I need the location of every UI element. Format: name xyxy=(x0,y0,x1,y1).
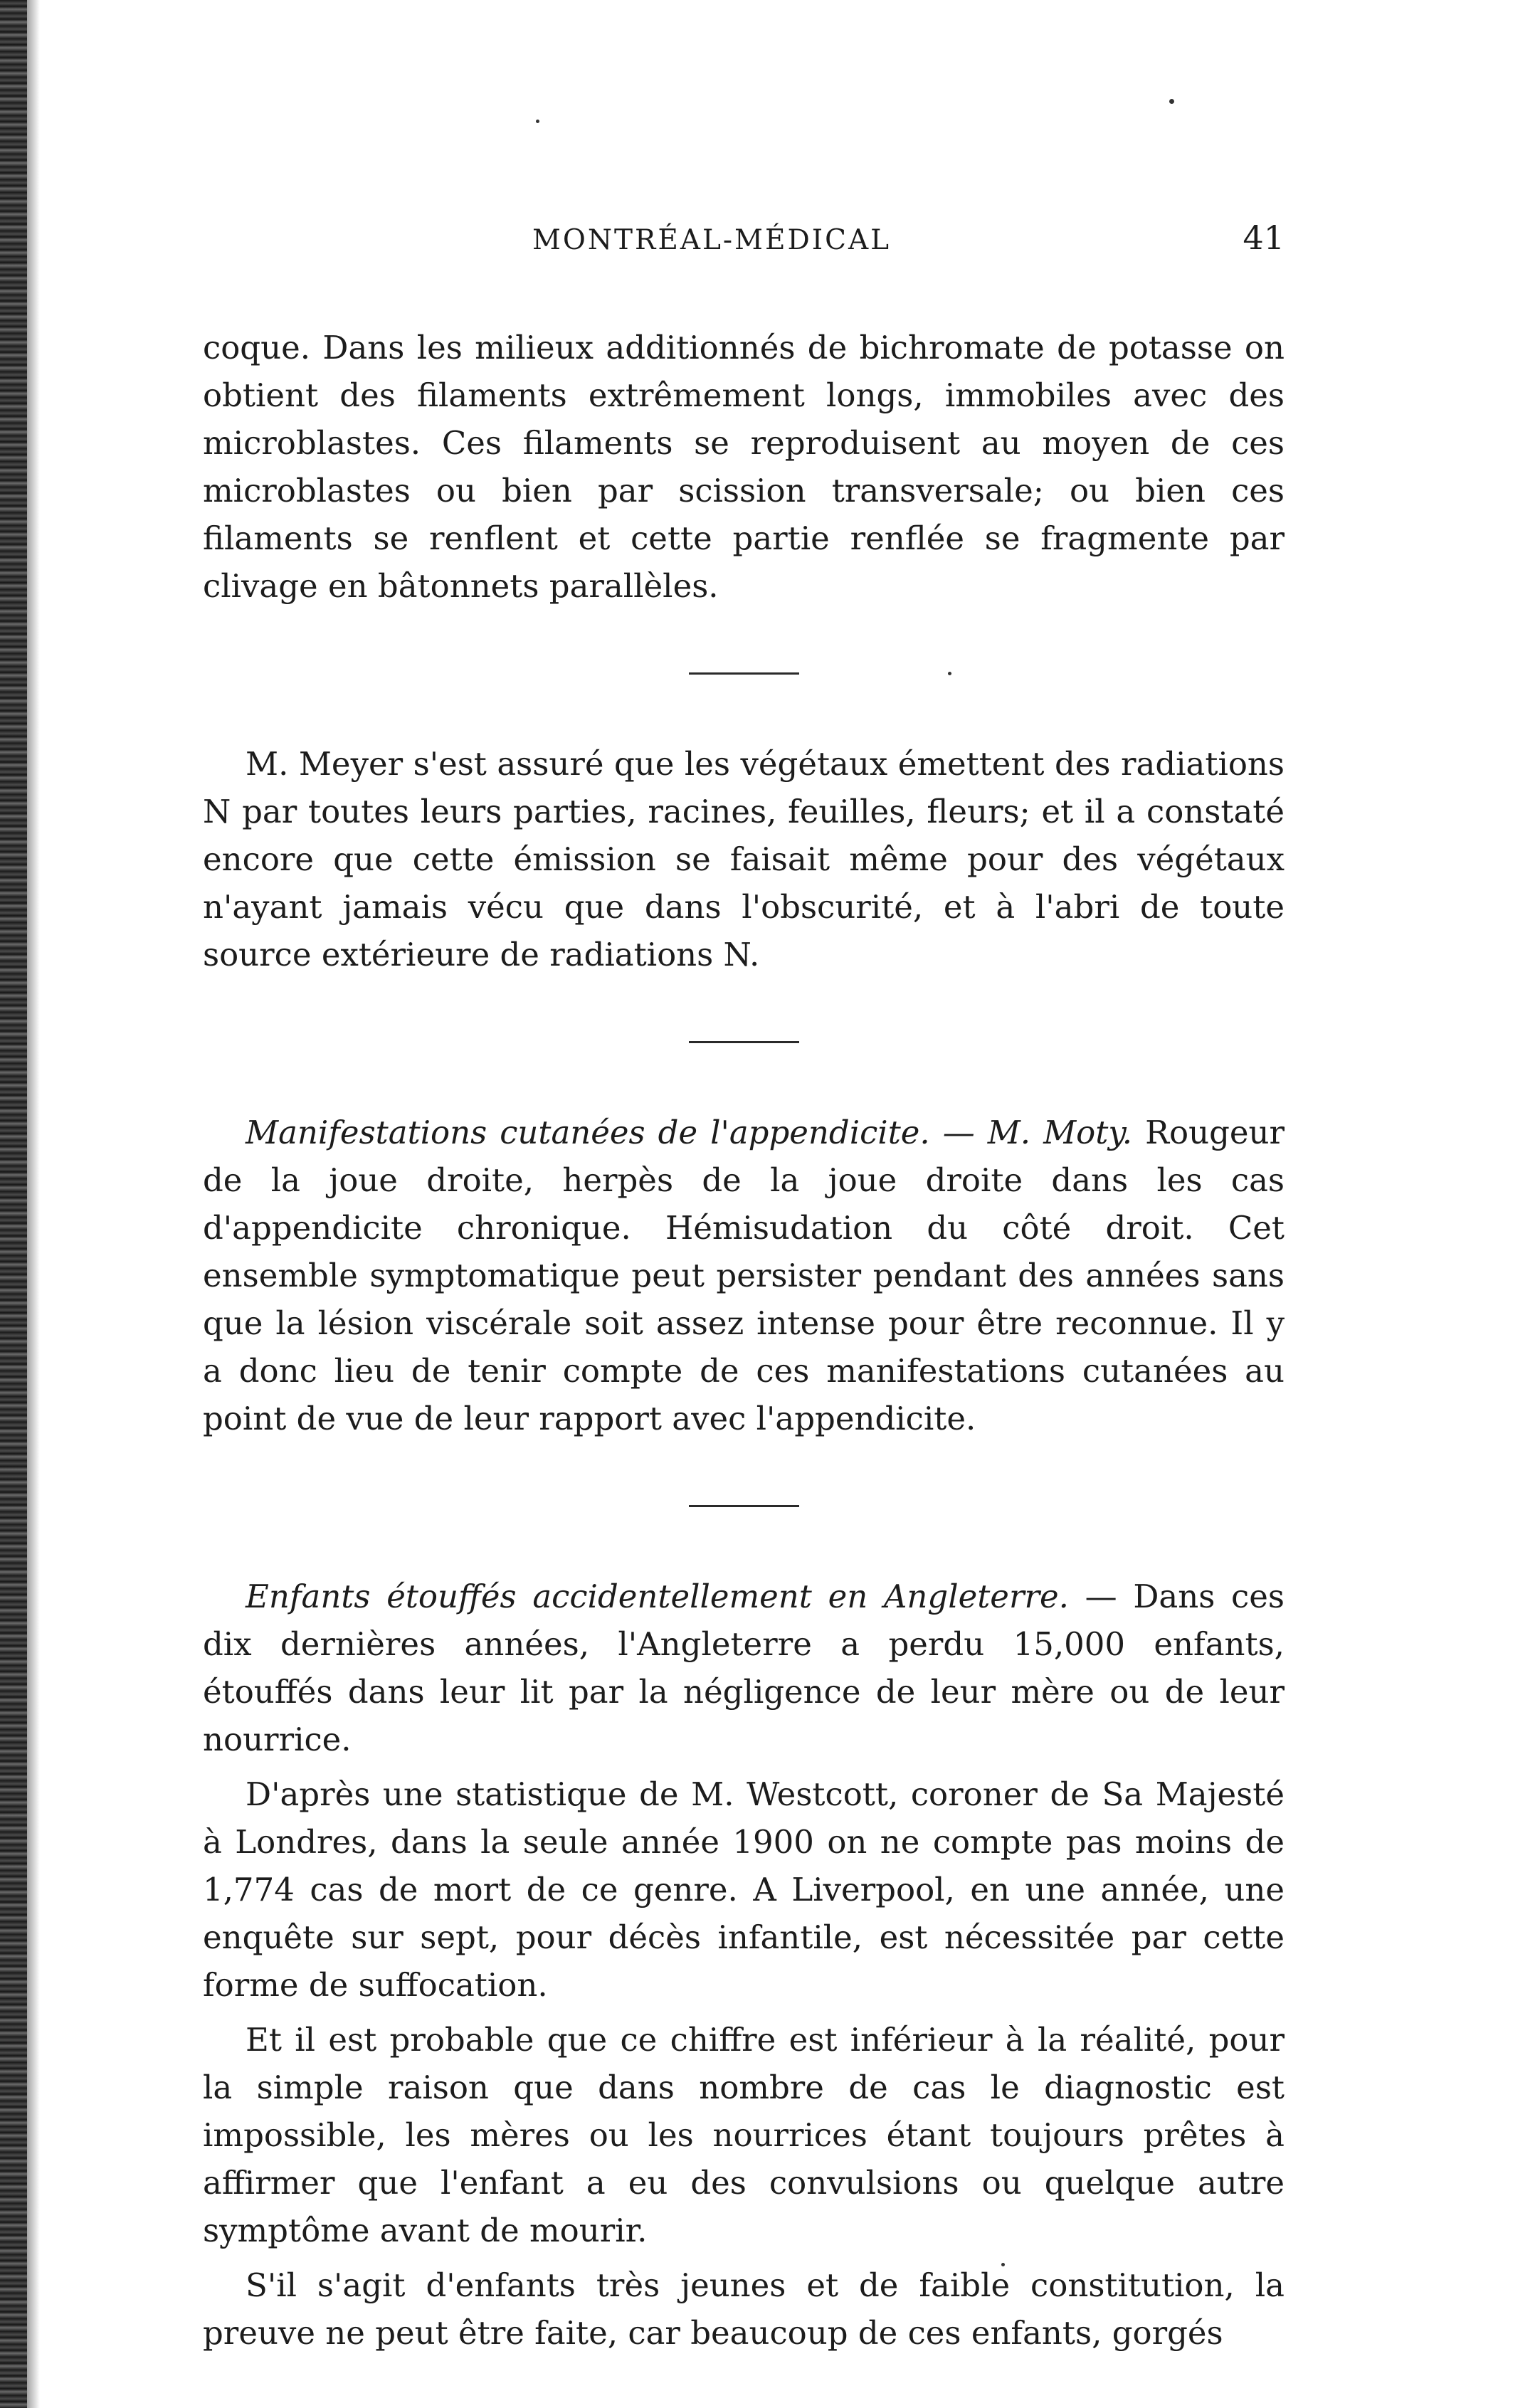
article-appendicite xyxy=(203,1109,1285,1442)
page-header xyxy=(203,218,1285,281)
article-enfants xyxy=(203,1573,1285,1763)
scan-binding-shadow xyxy=(27,0,40,2408)
scan-speck xyxy=(1169,99,1174,104)
scan-speck xyxy=(536,120,539,123)
running-title: MONTRÉAL-MÉDICAL xyxy=(532,224,892,256)
article-body: — Dans ces dix dernières années, l'Angleterre a perdu 15,000 enfants, étouffés dans leur lit par la négligence de leur mère ou de leur nourrice. xyxy=(203,1578,1285,1758)
paragraph-westcott: D'après une statistique de M. Westcott, coroner de Sa Majesté à Londres, dans la seule année 1900 on ne compte pas moins de 1,774 cas de mort de ce genre. A Liverpool, en une année, une enquête sur sept, pour décès infantile, est nécessitée par cette forme de suffocation. xyxy=(203,1775,1285,2004)
paragraph-chiffre: Et il est probable que ce chiffre est inférieur à la réalité, pour la simple raison que dans nombre de cas le diagnostic est impossible, les mères ou les nourrices étant toujours prêtes à affirmer que l'enfant a eu des convulsions ou quelque autre symptôme avant de mourir. xyxy=(203,2021,1285,2249)
section-separator xyxy=(689,1505,799,1507)
scan-binding-edge xyxy=(0,0,27,2408)
section-separator xyxy=(689,672,799,675)
article-title: Enfants étouffés accidentellement en Angleterre. xyxy=(246,1578,1069,1615)
paragraph-meyer-radiations: M. Meyer s'est assuré que les végétaux émettent des radiations N par toutes leurs parties, racines, feuilles, fleurs; et il a constaté encore que cette émission se faisait même pour des végétaux n'ayant jamais vécu que dans l'obscurité, et à l'abri de toute source extérieure de radiations N. xyxy=(203,745,1285,973)
page-number: 41 xyxy=(1243,218,1285,257)
article-body: Rougeur de la joue droite, herpès de la joue droite dans les cas d'appendicite chronique. Hémisudation du côté droit. Cet ensemble symptomatique peut persister pendant des années sans que la lésion viscérale soit assez intense pour être reconnue. Il y a donc lieu de tenir compte de ces manifestations cutanées au point de vue de leur rapport avec l'appendicite. xyxy=(203,1114,1285,1437)
paragraph-continuation: coque. Dans les milieux additionnés de bichromate de potasse on obtient des filaments extrêmement longs, immobiles avec des microblastes. Ces filaments se reproduisent au moyen de ces microblastes ou bien par scission transversale; ou bien ces filaments se renflent et cette partie renflée se fragmente par clivage en bâtonnets parallèles. xyxy=(203,329,1285,605)
section-separator xyxy=(689,1041,799,1043)
article-author: — M. Moty. xyxy=(929,1114,1133,1151)
paragraph-enfants-jeunes: S'il s'agit d'enfants très jeunes et de faible constitution, la preuve ne peut être faite, car beaucoup de ces enfants, gorgés xyxy=(203,2266,1285,2352)
book-page xyxy=(203,218,1285,2357)
article-title: Manifestations cutanées de l'appendicite. xyxy=(246,1114,930,1151)
